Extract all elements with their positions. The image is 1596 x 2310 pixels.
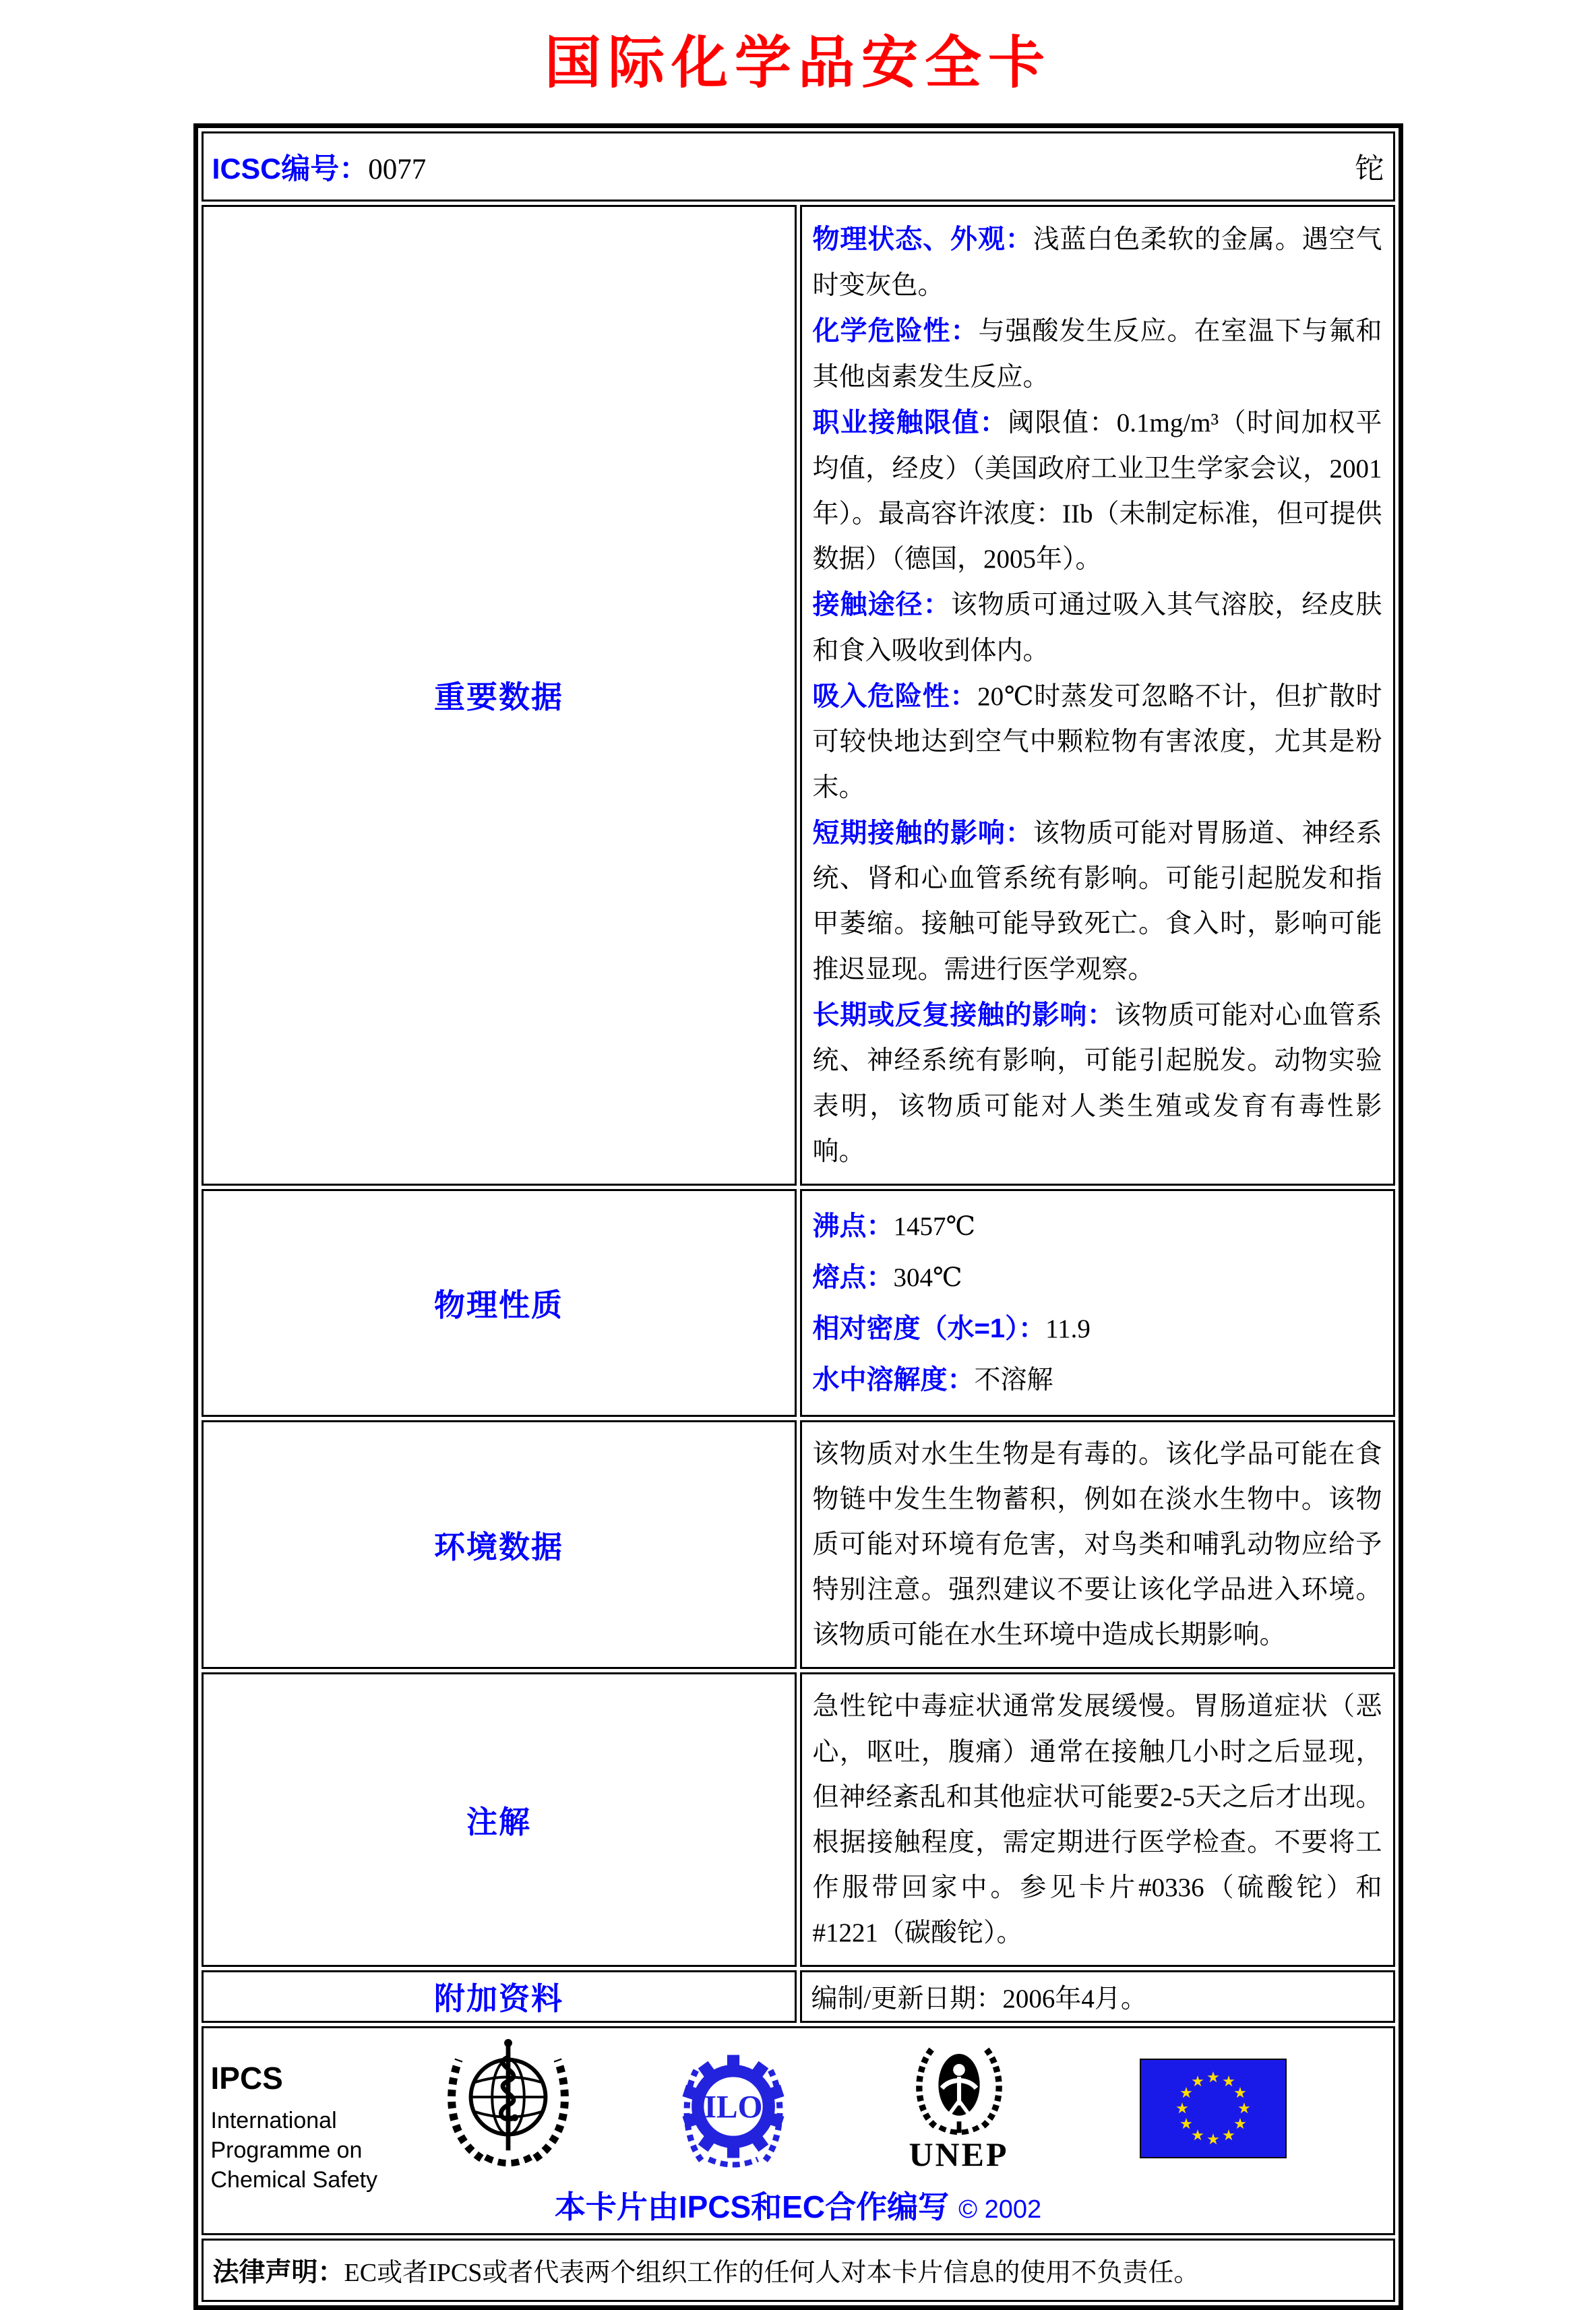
ipcs-line: Programme on xyxy=(210,2137,363,2164)
notes-text: 急性铊中毒症状通常发展缓慢。胃肠道症状（恶心，呕吐，腹痛）通常在接触几小时之后显现，但神经紊乱和其他症状可能要2-5天之后才出现。根据接触程度，需定期进行医学检查。不要将工作服带回家中。参见卡片#0336（硫酸铊）和#1221（碳酸铊）。 xyxy=(812,1692,1382,1947)
ilo-logo-icon xyxy=(672,2045,795,2168)
ipcs-line: Chemical Safety xyxy=(210,2167,378,2193)
environment-data-label: 环境数据 xyxy=(202,1420,797,1669)
important-item: 短期接触的影响：该物质可能对胃肠道、神经系统、肾和心血管系统有影响。可能引起脱发和指甲萎缩。接触可能导致死亡。食入时，影响可能推迟显现。需进行医学观察。 xyxy=(812,818,1382,984)
important-data-label: 重要数据 xyxy=(202,205,797,1186)
notes-row xyxy=(202,1672,1395,1966)
important-item: 吸入危险性：20℃时蒸发可忽略不计，但扩散时可较快地达到空气中颗粒物有害浓度，尤其是粉末。 xyxy=(812,681,1382,802)
environment-text: 该物质对水生生物是有毒的。该化学品可能在食物链中发生生物蓄积，例如在淡水生物中。该物质可能对环境有危害，对鸟类和哺乳动物应给予特别注意。强烈建议不要让该化学品进入环境。该物质可能在水生环境中造成长期影响。 xyxy=(812,1440,1382,1650)
important-data-row xyxy=(202,205,1395,1186)
icsc-number-value: 0077 xyxy=(368,153,427,185)
important-item: 化学危险性：与强酸发生反应。在室温下与氟和其他卤素发生反应。 xyxy=(812,315,1382,392)
ipcs-acronym: IPCS xyxy=(210,2060,283,2096)
important-item: 物理状态、外观：浅蓝白色柔软的金属。遇空气时变灰色。 xyxy=(812,224,1382,300)
logos-row xyxy=(202,2026,1395,2235)
chemical-name: 铊 xyxy=(1355,153,1384,185)
page-title: 国际化学品安全卡 xyxy=(544,31,1051,94)
ilo-logo-text: ILO xyxy=(704,2090,762,2125)
physical-properties-row xyxy=(202,1189,1395,1417)
environment-data-row xyxy=(202,1420,1395,1669)
physical-item: 水中溶解度：不溶解 xyxy=(812,1364,1053,1395)
credit-line xyxy=(204,2183,1392,2227)
ipcs-text-block xyxy=(211,2060,378,2195)
important-item: 长期或反复接触的影响：该物质可能对心血管系统、神经系统有影响，可能引起脱发。动物实验表明，该物质可能对人类生殖或发育有毒性影响。 xyxy=(812,1000,1382,1166)
additional-info-label: 附加资料 xyxy=(202,1970,797,2023)
notes-label: 注解 xyxy=(202,1672,797,1966)
unep-logo-block xyxy=(900,2041,1018,2174)
notes-content xyxy=(800,1672,1395,1966)
additional-info-content: 编制/更新日期：2006年4月。 xyxy=(800,1970,1395,2023)
icsc-card-table xyxy=(193,123,1403,2310)
additional-info-row xyxy=(202,1970,1395,2023)
important-item: 职业接触限值：阈限值：0.1mg/m³（时间加权平均值，经皮）（美国政府工业卫生学家会议，2001年）。最高容许浓度：IIb（未制定标准，但可提供数据）（德国，2005年）。 xyxy=(812,407,1382,574)
header-row xyxy=(202,131,1395,202)
physical-item: 沸点：1457℃ xyxy=(812,1211,976,1241)
physical-item: 熔点：304℃ xyxy=(812,1262,962,1292)
icsc-number-label: ICSC编号： xyxy=(212,152,369,185)
icsc-card-page xyxy=(0,18,1596,2287)
legal-label: 法律声明： xyxy=(212,2257,344,2287)
physical-properties-content xyxy=(800,1189,1395,1417)
who-logo-icon xyxy=(441,2036,575,2169)
legal-text: EC或者IPCS或者代表两个组织工作的任何人对本卡片信息的使用不负责任。 xyxy=(344,2258,1200,2287)
legal-cell xyxy=(202,2239,1395,2302)
icsc-number-group xyxy=(212,146,427,187)
physical-properties-label: 物理性质 xyxy=(202,1189,797,1417)
important-data-content xyxy=(800,205,1395,1186)
unep-logo-text: UNEP xyxy=(909,2135,1009,2173)
important-item: 接触途径：该物质可通过吸入其气溶胶，经皮肤和食入吸收到体内。 xyxy=(812,589,1382,665)
unep-logo-icon xyxy=(902,2041,1016,2135)
credit-text: 本卡片由IPCS和EC合作编写 xyxy=(554,2189,950,2224)
environment-data-content xyxy=(800,1420,1395,1669)
ipcs-line: International xyxy=(210,2107,337,2133)
legal-row xyxy=(202,2239,1395,2302)
eu-flag-icon xyxy=(1140,2059,1287,2158)
header-cell xyxy=(202,131,1395,202)
logos-cell xyxy=(202,2026,1395,2235)
physical-item: 相对密度（水=1）：11.9 xyxy=(812,1313,1091,1343)
copyright-text: © 2002 xyxy=(958,2195,1042,2224)
